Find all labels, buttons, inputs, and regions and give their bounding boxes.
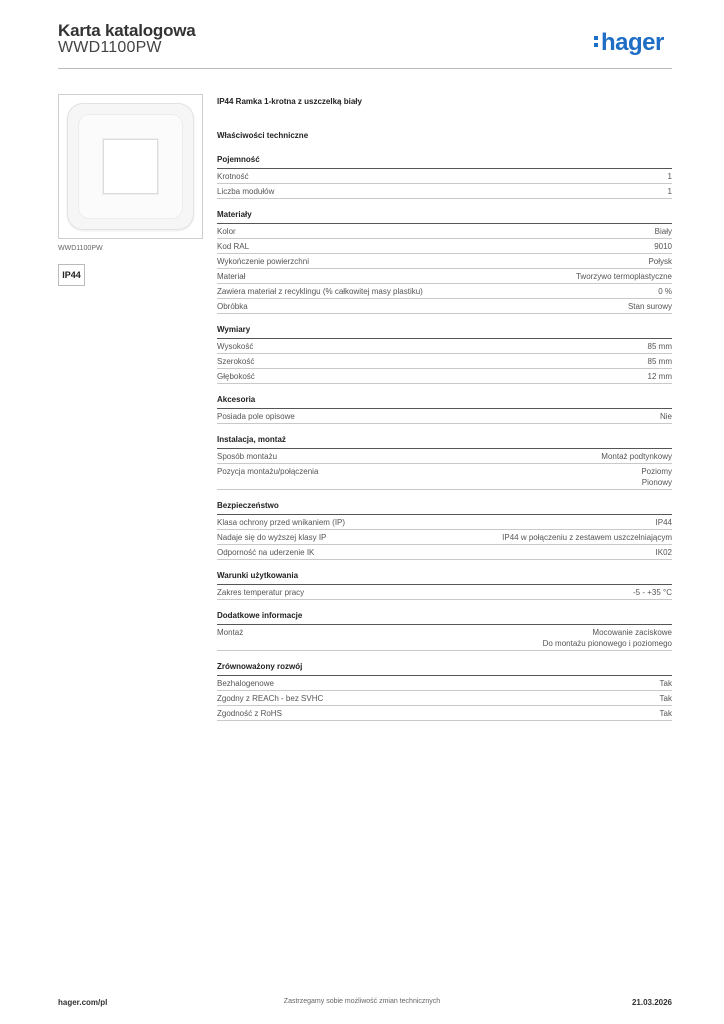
spec-value: 1 [667,172,672,181]
spec-value: 85 mm [647,357,672,366]
spec-row [217,369,672,384]
spec-label: Zakres temperatur pracy [217,588,305,597]
spec-row [217,625,672,651]
spec-section [217,210,672,314]
spec-section [217,435,672,490]
hager-logo [594,29,664,57]
spec-row [217,530,672,545]
product-description: IP44 Ramka 1-krotna z uszczelką biały [217,97,362,106]
spec-value: Poziomy Pionowy [641,467,672,487]
spec-section [217,395,672,424]
spec-row [217,339,672,354]
spec-value: Tak [659,679,672,688]
spec-section [217,501,672,560]
spec-value: -5 - +35 °C [633,588,672,597]
spec-label: Zgodny z REACh - bez SVHC [217,694,324,703]
spec-section-title: Bezpieczeństwo [217,501,672,515]
spec-row [217,515,672,530]
spec-value: IK02 [655,548,672,557]
frame-outer [67,103,194,230]
product-image-caption: WWD1100PW [58,245,103,252]
spec-value: Montaż podtynkowy [601,452,672,461]
spec-label: Obróbka [217,302,248,311]
spec-row [217,676,672,691]
spec-row [217,254,672,269]
spec-value: Tworzywo termoplastyczne [575,272,672,281]
spec-label: Montaż [217,628,244,637]
spec-section-title: Wymiary [217,325,672,339]
spec-label: Szerokość [217,357,255,366]
product-image [58,94,203,239]
spec-value: 9010 [654,242,672,251]
spec-label: Materiał [217,272,246,281]
frame-mid [79,115,182,218]
spec-value: Biały [654,227,672,236]
spec-sections [217,155,672,721]
header-divider [58,68,672,69]
spec-section [217,571,672,600]
spec-value: IP44 [655,518,672,527]
spec-label: Nadaje się do wyższej klasy IP [217,533,327,542]
spec-value: IP44 w połączeniu z zestawem uszczelniającym [502,533,672,542]
spec-label: Kod RAL [217,242,250,251]
spec-section-title: Zrównoważony rozwój [217,662,672,676]
spec-label: Wykończenie powierzchni [217,257,309,266]
spec-row [217,545,672,560]
spec-section [217,662,672,721]
footer-disclaimer: Zastrzegamy sobie możliwość zmian technicznych [283,998,441,1005]
spec-label: Klasa ochrony przed wnikaniem (IP) [217,518,346,527]
spec-row [217,691,672,706]
spec-row [217,169,672,184]
spec-row [217,299,672,314]
spec-label: Pozycja montażu/połączenia [217,467,319,476]
spec-section-title: Dodatkowe informacje [217,611,672,625]
spec-value: Nie [659,412,672,421]
spec-value: Tak [659,694,672,703]
spec-label: Zawiera materiał z recyklingu (% całkowitej masy plastiku) [217,287,423,296]
footer-date: 21.03.2026 [631,998,672,1007]
spec-value: 85 mm [647,342,672,351]
spec-section [217,155,672,199]
spec-label: Sposób montażu [217,452,278,461]
spec-row [217,449,672,464]
spec-row [217,184,672,199]
spec-value: 0 % [658,287,672,296]
spec-label: Liczba modułów [217,187,275,196]
spec-row [217,706,672,721]
spec-row [217,464,672,490]
spec-label: Zgodność z RoHS [217,709,282,718]
spec-row [217,354,672,369]
spec-section-title: Instalacja, montaż [217,435,672,449]
spec-row [217,585,672,600]
logo-dots-icon [594,36,600,50]
spec-row [217,224,672,239]
spec-section-title: Pojemność [217,155,672,169]
spec-label: Posiada pole opisowe [217,412,295,421]
spec-row [217,239,672,254]
spec-label: Wysokość [217,342,254,351]
footer-website: hager.com/pl [58,998,108,1007]
spec-section [217,611,672,651]
spec-label: Bezhalogenowe [217,679,274,688]
spec-section-title: Warunki użytkowania [217,571,672,585]
spec-row [217,269,672,284]
spec-row [217,409,672,424]
spec-label: Głębokość [217,372,255,381]
spec-value: 12 mm [647,372,672,381]
logo-text: hager [601,29,664,56]
product-code: WWD1100PW [58,39,162,56]
technical-properties-title: Właściwości techniczne [217,131,309,140]
spec-section-title: Akcesoria [217,395,672,409]
spec-section [217,325,672,384]
spec-value: Stan surowy [627,302,672,311]
spec-content [217,97,672,732]
spec-label: Kolor [217,227,236,236]
spec-value: Mocowanie zaciskowe Do montażu pionowego i poziomego [542,628,672,648]
spec-value: Tak [659,709,672,718]
spec-value: 1 [667,187,672,196]
spec-row [217,284,672,299]
spec-label: Odporność na uderzenie IK [217,548,315,557]
spec-value: Połysk [648,257,672,266]
page-title: Karta katalogowa [58,21,196,40]
spec-section-title: Materiały [217,210,672,224]
spec-label: Krotność [217,172,249,181]
frame-opening [103,139,158,194]
ip-rating-badge: IP44 [58,264,85,286]
